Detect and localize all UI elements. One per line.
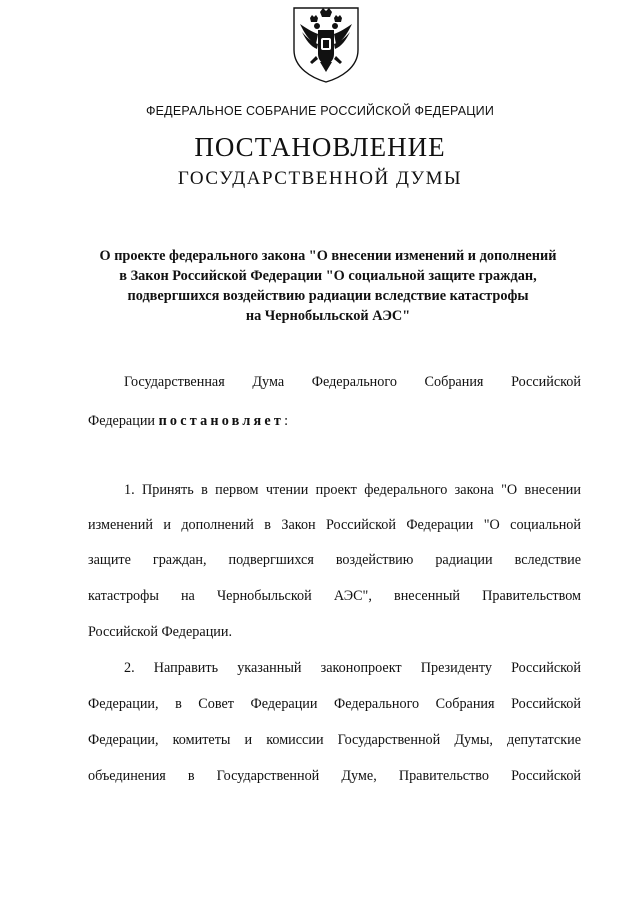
assembly-title: ФЕДЕРАЛЬНОЕ СОБРАНИЕ РОССИЙСКОЙ ФЕДЕРАЦИИ (145, 104, 495, 118)
preamble-colon: : (284, 413, 289, 429)
coat-of-arms-icon (290, 2, 362, 84)
subject-line: в Закон Российской Федерации "О социальной защите граждан, (119, 268, 537, 284)
paragraph-1-line: Российской Федерации. (88, 624, 233, 640)
document-type-title: ПОСТАНОВЛЕНИЕ (194, 132, 446, 162)
paragraph-1-line: катастрофы на Чернобыльской АЭС", внесенный Правительством (88, 588, 581, 604)
paragraph-2-line: Федерации, в Совет Федерации Федерального Собрания Российской (88, 696, 581, 712)
paragraph-1-line: защите граждан, подвергшихся воздействию радиации вследствие (88, 552, 581, 568)
preamble-line (88, 413, 581, 430)
paragraph-1-line: изменений и дополнений в Закон Российской Федерации "О социальной (88, 517, 581, 533)
paragraph-2-line: Федерации, комитеты и комиссии Государственной Думы, депутатские (88, 732, 581, 748)
document-subject (80, 246, 576, 326)
subject-line: О проекте федерального закона "О внесении изменений и дополнений (99, 248, 557, 264)
issuing-body-title: ГОСУДАРСТВЕННОЙ ДУМЫ (177, 168, 463, 189)
paragraph-2-line: 2. Направить указанный законопроект Президенту Российской (124, 660, 581, 676)
subject-line: на Чернобыльской АЭС" (245, 308, 411, 324)
subject-line: подвергшихся воздействию радиации вследствие катастрофы (127, 288, 529, 304)
paragraph-1-line: 1. Принять в первом чтении проект федерального закона "О внесении (124, 482, 581, 498)
preamble-text: Федерации (88, 413, 156, 429)
preamble-line: Государственная Дума Федерального Собрания Российской (124, 374, 581, 390)
resolution-verb: постановляет (158, 413, 285, 429)
paragraph-2-line: объединения в Государственной Думе, Правительство Российской (88, 768, 581, 784)
